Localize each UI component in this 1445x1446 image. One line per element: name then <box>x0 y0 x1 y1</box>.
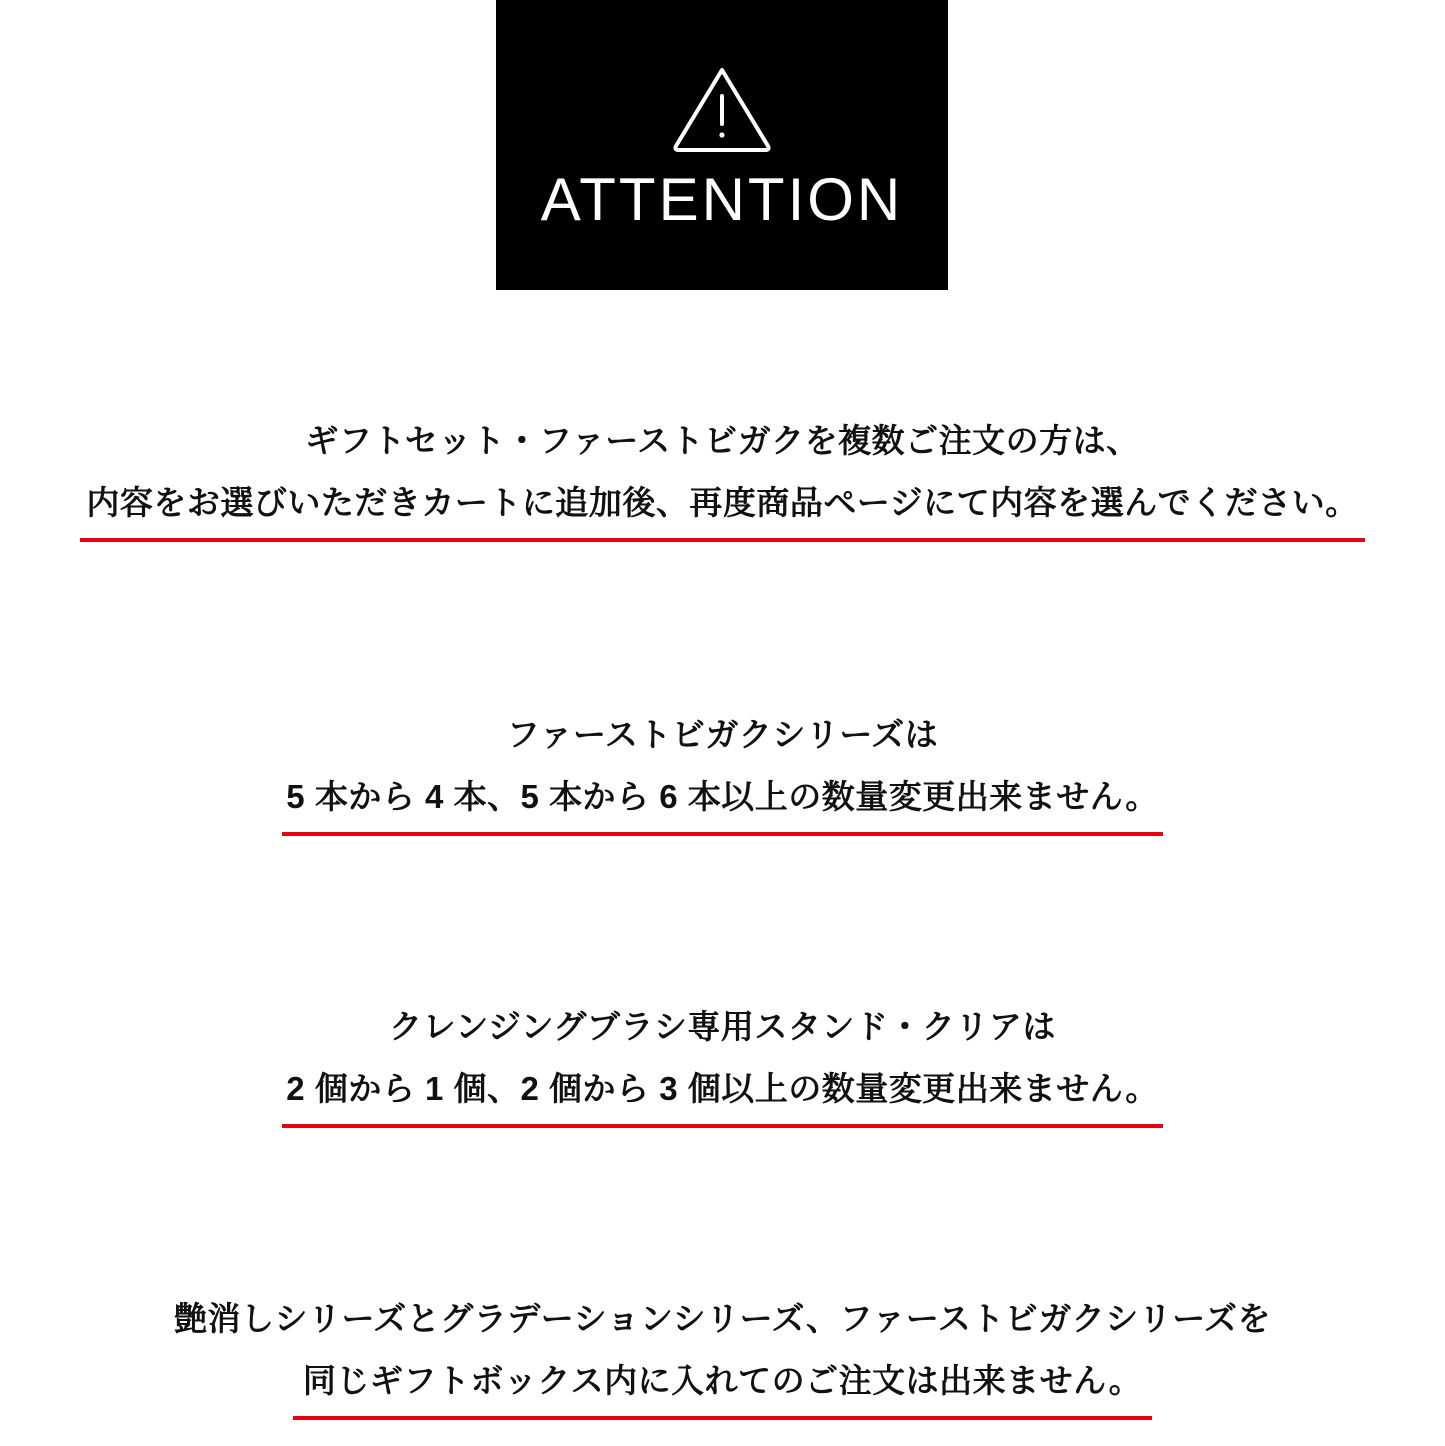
notice-list <box>0 410 1445 1414</box>
multiple-order-notice <box>0 410 1445 536</box>
notice-line: クレンジングブラシ専用スタンド・クリアは <box>389 1008 1056 1045</box>
notice-line: ギフトセット・ファーストビガクを複数ご注文の方は、 <box>305 422 1140 459</box>
attention-banner <box>496 0 948 290</box>
notice-line-highlighted: 同じギフトボックス内に入れてのご注文は出来ません。 <box>303 1350 1142 1414</box>
notice-line-highlighted: 内容をお選びいただきカートに追加後、再度商品ページにて内容を選んでください。 <box>86 472 1358 536</box>
warning-triangle-icon <box>670 62 774 154</box>
gift-box-mix-notice <box>0 1288 1445 1414</box>
notice-line-highlighted: 5 本から 4 本、5 本から 6 本以上の数量変更出来ません。 <box>286 766 1158 830</box>
notice-line-highlighted: 2 個から 1 個、2 個から 3 個以上の数量変更出来ません。 <box>286 1058 1158 1122</box>
first-bigaku-quantity-notice <box>0 704 1445 830</box>
notice-line: 艶消しシリーズとグラデーションシリーズ、ファーストビガクシリーズを <box>173 1300 1272 1337</box>
cleansing-brush-stand-notice <box>0 996 1445 1122</box>
notice-line: ファーストビガクシリーズは <box>506 716 939 753</box>
attention-title: ATTENTION <box>540 166 904 233</box>
